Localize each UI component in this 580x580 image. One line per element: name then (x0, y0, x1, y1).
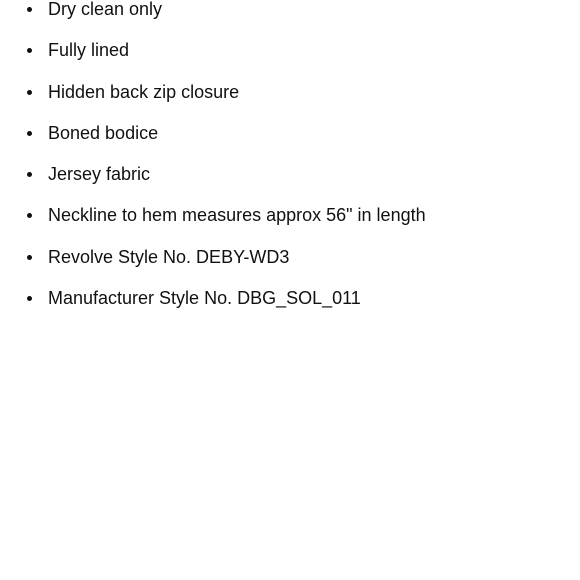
list-item-text: Jersey fabric (48, 164, 151, 185)
list-item-text: Boned bodice (48, 122, 159, 143)
bullet-icon (27, 213, 32, 218)
bullet-icon (27, 296, 32, 301)
bullet-icon (27, 172, 32, 177)
list-item-text: Neckline to hem measures approx 56" in length (48, 205, 426, 226)
bullet-icon (27, 48, 32, 53)
bullet-icon (27, 7, 32, 12)
bullet-icon (27, 255, 32, 260)
list-item-text: Hidden back zip closure (48, 81, 240, 102)
list-item-text: Dry clean only (48, 0, 163, 19)
list-item-text: Fully lined (48, 40, 130, 61)
list-item-text: Manufacturer Style No. DBG_SOL_011 (48, 288, 361, 309)
bullet-icon (27, 131, 32, 136)
list-item-text: Revolve Style No. DEBY-WD3 (48, 246, 290, 267)
bullet-icon (27, 90, 32, 95)
